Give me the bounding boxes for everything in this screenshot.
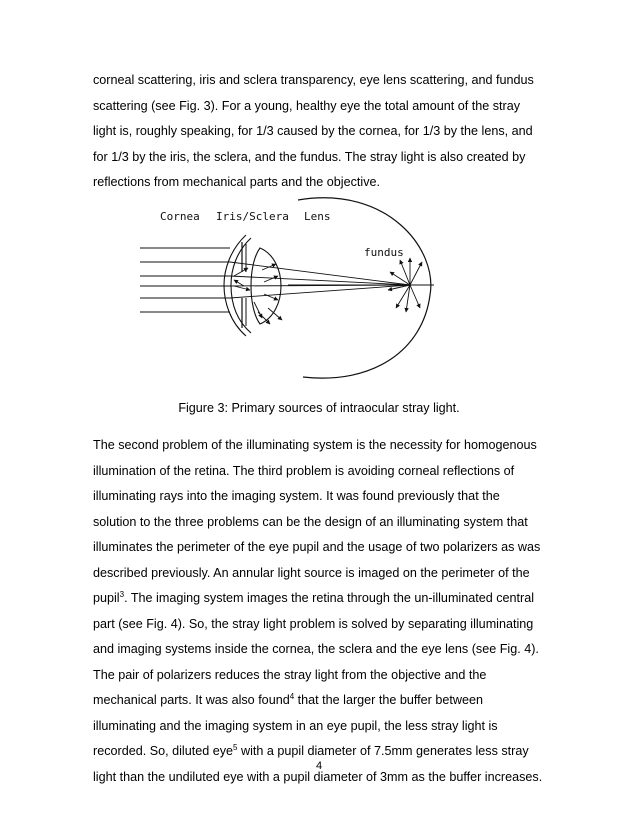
text-line: scattering (see Fig. 3). For a young, healthy eye the total amount of the stray (93, 98, 521, 113)
text-line: illumination of the retina. The third problem is avoiding corneal reflections of (93, 463, 515, 478)
text-line: The second problem of the illuminating system is the necessity for homogenous (93, 438, 537, 452)
label-cornea: Cornea (160, 210, 200, 223)
label-fundus: fundus (364, 246, 404, 259)
text-line (93, 688, 553, 714)
text-fragment: mechanical parts. It was also found (93, 693, 290, 707)
text-line: illuminates the perimeter of the eye pupil and the usage of two polarizers as was (93, 540, 541, 554)
citation-superscript: 5 (233, 743, 238, 752)
text-line: illuminating rays into the imaging system. It was found previously that the (93, 489, 500, 503)
text-line: light is, roughly speaking, for 1/3 caused by the cornea, for 1/3 by the lens, and (93, 124, 533, 138)
figure-caption: Figure 3: Primary sources of intraocular stray light. (178, 401, 460, 415)
citation-superscript: 4 (289, 692, 295, 701)
paragraph-1 (93, 68, 553, 196)
text-fragment: recorded. So, diluted eye (93, 744, 234, 758)
paragraph-2 (93, 433, 553, 790)
page-number: 4 (315, 760, 323, 772)
anterior-scatter-arrows (234, 264, 282, 324)
text-line: illuminating and the imaging system in an eye pupil, the less stray light is (93, 718, 498, 733)
text-fragment: with a pupil diameter of 7.5mm generates less stray (237, 744, 529, 758)
text-line: reflections from mechanical parts and the objective. (93, 175, 380, 189)
figure-eye-diagram (138, 190, 440, 390)
text-line: part (see Fig. 4). So, the stray light problem is solved by separating illuminating (93, 616, 534, 631)
text-line: described previously. An annular light source is imaged on the perimeter of the (93, 565, 530, 580)
text-line (93, 586, 553, 612)
text-line: solution to the three problems can be the design of an illuminating system that (93, 514, 528, 529)
eye-diagram-svg (138, 190, 440, 390)
text-fragment: pupil (93, 591, 120, 605)
text-fragment: that the larger the buffer between (294, 693, 483, 707)
text-fragment: . The imaging system images the retina through the un-illuminated central (124, 591, 535, 605)
text-line: for 1/3 by the iris, the sclera, and the fundus. The stray light is also created by (93, 149, 526, 164)
text-line: light than the undiluted eye with a pupil diameter of 3mm as the buffer increases. (93, 769, 543, 784)
text-line: corneal scattering, iris and sclera transparency, eye lens scattering, and fundus (93, 73, 534, 87)
citation-superscript: 3 (119, 590, 125, 599)
label-lens: Lens (304, 210, 331, 223)
text-line: The pair of polarizers reduces the stray light from the objective and the (93, 667, 487, 682)
label-iris-sclera: Iris/Sclera (216, 210, 289, 223)
text-line: and imaging systems inside the cornea, the sclera and the eye lens (see Fig. 4). (93, 642, 539, 656)
